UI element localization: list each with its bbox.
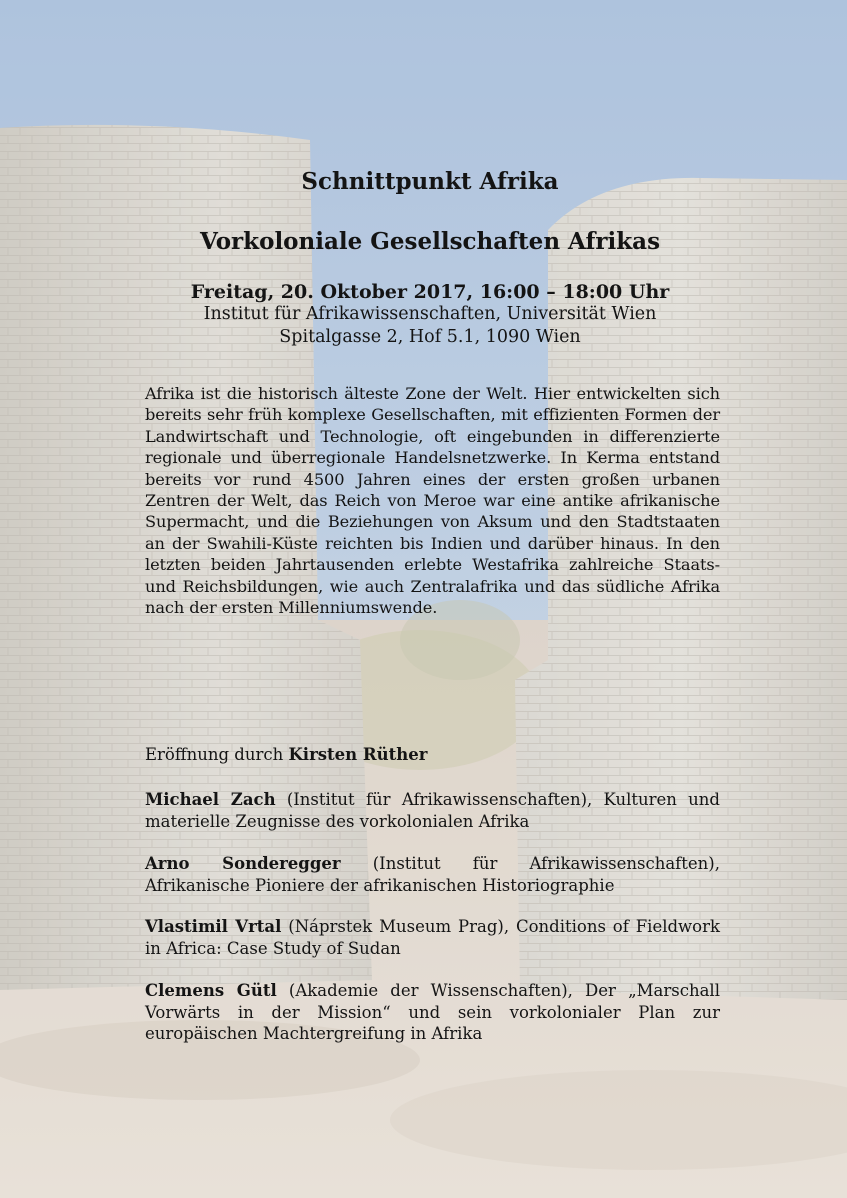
intro-paragraph: Afrika ist die historisch älteste Zone der Welt. Hier entwickelten sich bereits sehr früh komplexe Gesellschaften, mit effizienten Formen der Landwirtschaft und Technologie, oft eingebunden in differenzierte regionale und überregionale Handelsnetzwerke. In Kerma entstand bereits vor rund 4500 Jahren eines der ersten großen urbanen Zentren der Welt, das Reich von Meroe war eine antike afrikanische Supermacht, und die Beziehungen von Aksum und den Stadtstaaten an der Swahili-Küste reichten bis Indien und darüber hinaus. In den letzten beiden Jahrtausenden erlebte Westafrika zahlreiche Staats- und Reichsbildungen, wie auch Zentralafrika und das südliche Afrika nach der ersten Millenniumswende. <box>145 384 720 618</box>
talk-speaker: Vlastimil Vrtal <box>145 917 282 936</box>
talk-speaker: Michael Zach <box>145 790 276 809</box>
event-institute: Institut für Afrikawissenschaften, Universität Wien <box>203 304 657 324</box>
talk-item <box>145 789 720 832</box>
event-title: Schnittpunkt Afrika <box>301 168 559 195</box>
talk-description: (Institut für Afrikawissenschaften), Kulturen und materielle Zeugnisse des vorkolonialen Afrika <box>145 790 720 831</box>
talk-description: (Institut für Afrikawissenschaften), Afrikanische Pioniere der afrikanischen Historiographie <box>145 854 720 895</box>
event-address: Spitalgasse 2, Hof 5.1, 1090 Wien <box>279 327 581 347</box>
event-subtitle: Vorkoloniale Gesellschaften Afrikas <box>199 228 661 255</box>
talk-speaker: Clemens Gütl <box>145 981 277 1000</box>
opening-speaker: Kirsten Rüther <box>288 745 428 764</box>
talk-description: (Akademie der Wissenschaften), Der „Marschall Vorwärts in der Mission“ und sein vorkolonialer Plan zur europäischen Machtergreifung in Afrika <box>145 981 720 1043</box>
talk-speaker: Arno Sonderegger <box>145 854 341 873</box>
talk-item <box>145 980 720 1045</box>
talk-item <box>145 853 720 896</box>
talk-item <box>145 916 720 959</box>
opening-line <box>145 744 720 766</box>
opening-prefix: Eröffnung durch <box>145 745 289 764</box>
event-date: Freitag, 20. Oktober 2017, 16:00 – 18:00 Uhr <box>190 281 670 303</box>
talk-description: (Náprstek Museum Prag), Conditions of Fieldwork in Africa: Case Study of Sudan <box>145 917 720 958</box>
